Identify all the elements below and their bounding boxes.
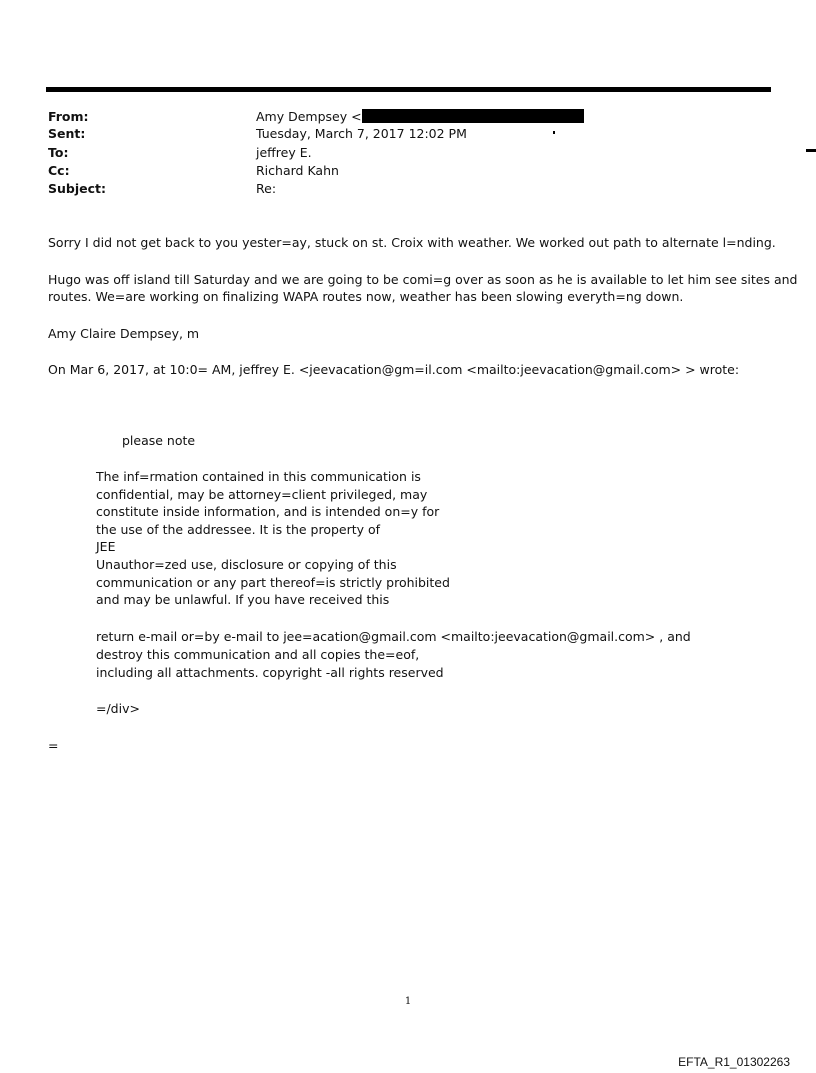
div-close-text: =/div> <box>96 701 140 716</box>
to-label: To: <box>48 145 69 160</box>
disclaimer-line: including all attachments. copyright -all rights reserved <box>96 665 444 680</box>
disclaimer-line: return e-mail or=by e-mail to jee=acation@gmail.com <mailto:jeevacation@gmail.com> , and <box>96 629 691 644</box>
document-id: EFTA_R1_01302263 <box>678 1055 790 1069</box>
disclaimer-line: Unauthor=zed use, disclosure or copying of this <box>96 557 397 572</box>
disclaimer-line: constitute inside information, and is intended on=y for <box>96 504 440 519</box>
header-rule <box>46 87 771 92</box>
from-sender: Amy Dempsey < <box>256 109 362 124</box>
scan-artifact <box>553 131 555 134</box>
subject-value: Re: <box>256 181 277 196</box>
from-value <box>256 109 584 125</box>
redaction-bar <box>362 109 584 123</box>
body-paragraph-2-line-2: routes. We=are working on finalizing WAPA routes now, weather has been slowing everyth=ng down. <box>48 289 684 304</box>
body-paragraph-2-line-1: Hugo was off island till Saturday and we are going to be comi=g over as soon as he is available to let him see sites and <box>48 272 798 287</box>
please-note: please note <box>122 433 196 448</box>
edge-mark <box>806 149 816 152</box>
cc-value: Richard Kahn <box>256 163 339 178</box>
disclaimer-line: destroy this communication and all copies the=eof, <box>96 647 420 662</box>
sent-label: Sent: <box>48 126 86 141</box>
subject-label: Subject: <box>48 181 106 196</box>
quote-header: On Mar 6, 2017, at 10:0= AM, jeffrey E. <jeevacation@gm=il.com <mailto:jeevacation@gmail.com> > wrote: <box>48 362 740 377</box>
disclaimer-line: and may be unlawful. If you have received this <box>96 592 390 607</box>
disclaimer-line: communication or any part thereof=is strictly prohibited <box>96 575 450 590</box>
from-label: From: <box>48 109 89 124</box>
disclaimer-line: the use of the addressee. It is the property of <box>96 522 381 537</box>
sent-value: Tuesday, March 7, 2017 12:02 PM <box>256 126 467 141</box>
page-number: 1 <box>404 996 412 1007</box>
disclaimer-line: confidential, may be attorney=client privileged, may <box>96 487 428 502</box>
body-paragraph-1: Sorry I did not get back to you yester=ay, stuck on st. Croix with weather. We worked out path to alternate l=nding. <box>48 235 776 250</box>
to-value: jeffrey E. <box>256 145 312 160</box>
disclaimer-line: The inf=rmation contained in this communication is <box>96 469 421 484</box>
signature: Amy Claire Dempsey, m <box>48 326 200 341</box>
trailing-marker: = <box>48 738 59 753</box>
disclaimer-line: JEE <box>96 539 116 554</box>
cc-label: Cc: <box>48 163 70 178</box>
